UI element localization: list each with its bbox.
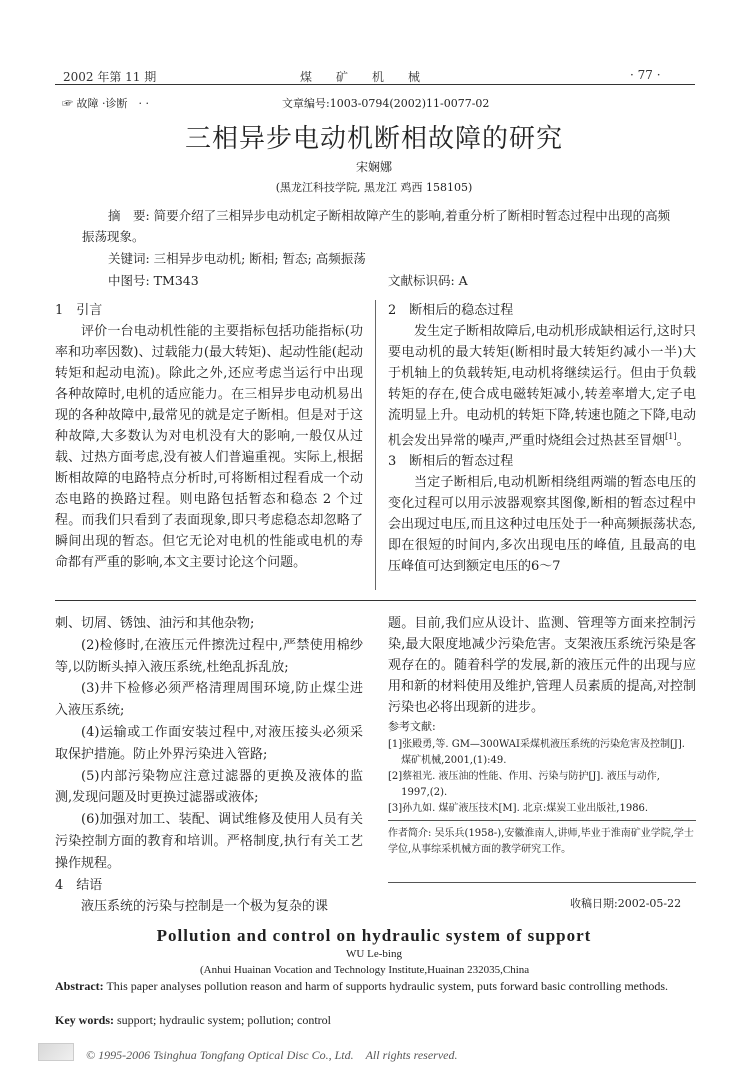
- received-date: 收稿日期:2002-05-22: [570, 897, 682, 910]
- intro-paragraph: 评价一台电动机性能的主要指标包括功能指标(功率和功率因数)、过载能力(最大转矩)、起动性能(起动转矩和起动电流)。除此之外,还应考虑当运行中出现各种故障时,电机的适应能力。在三相异步电动机易出现的各种故障中,最常见的就是定子断相。但是对于这种故障,大多数认为对电机没有大的影响,一般仅从过载、过热方面考虑,没有被人们普遍重视。实际上,根据断相故障的电路特点分析时,可将断相过程看成一个动态电路的换路过程。则电路包括暂态和稳态 2 个过程。而我们只看到了表面现象,即只考虑稳态却忽略了瞬间出现的暂态。但它无论对电机的性能或电机的寿命都有严重的影响,本文主要讨论这个问题。: [55, 324, 363, 570]
- list-item-3: (3)井下检修必须严格清理周围环境,防止煤尘进入液压系统;: [55, 681, 363, 719]
- conclusion-paragraph: 液压系统的污染与控制是一个极为复杂的课: [81, 899, 329, 915]
- steady-end: 。: [676, 433, 690, 449]
- references-label: 参考文献:: [388, 720, 436, 733]
- steady-paragraph: [388, 321, 696, 451]
- steady-text: 发生定子断相故障后,电动机形成缺相运行,这时只要电动机的最大转矩(断相时最大转矩约减小一半)大于机轴上的负载转矩,电动机将继续运行。但由于负载转矩的存在,使合成电磁转矩减小,转差率增大,定子电流明显上升。电动机的转矩下降,转速也随之下降,电动机会发出异常的噪声,严重时烧组会过热甚至冒烟: [388, 324, 696, 449]
- reference-item: [1]张殿勇,等. GM—300WAI采煤机液压系统的污染危害及控制[J].: [388, 739, 685, 750]
- english-author: WU Le-bing: [346, 948, 402, 960]
- english-keywords: [55, 1013, 331, 1028]
- publisher-logo: [38, 1043, 74, 1061]
- right-column-bottom: [388, 613, 696, 736]
- list-item-2: (2)检修时,在液压元件擦洗过程中,严禁使用棉纱等,以防断头掉入液压系统,杜绝乱拆乱放;: [55, 637, 363, 675]
- article-separator: [55, 600, 696, 601]
- section-heading-steady: 2 断相后的稳态过程: [388, 303, 514, 318]
- classification-number: 中图号: TM343: [108, 273, 199, 288]
- conclusion-continued: 题。目前,我们应从设计、监测、管理等方面来控制污染,最大限度地减少污染危害。支架液压系统污染是客观存在的。随着科学的发展,新的液压元件的出现与应用和新的材料使用及维护,管理人员素质的提高,对控制污染也必将出现新的进步。: [388, 616, 696, 715]
- author-note: 作者简介: 吴乐兵(1958-),安徽淮南人,讲师,毕业于淮南矿业学院,学士学位,从事综采机械方面的教学研究工作。: [388, 828, 694, 855]
- english-title: Pollution and control on hydraulic system of support: [156, 926, 592, 945]
- paper-keywords: 关键词: 三相异步电动机; 断相; 暂态; 高频振荡: [108, 251, 366, 266]
- english-abstract-text: This paper analyses pollution reason and harm of supports hydraulic system, puts forward basic controlling methods.: [106, 979, 669, 993]
- list-item-1: 刺、切屑、锈蚀、油污和其他杂物;: [55, 616, 255, 631]
- author-note-rule-top: [388, 820, 696, 821]
- reference-item: [2]蔡祖光. 液压油的性能、作用、污染与防护[J]. 液压与动作,: [388, 771, 660, 782]
- section-heading-intro: 1 引言: [55, 303, 103, 318]
- english-affiliation: (Anhui Huainan Vocation and Technology Institute,Huainan 232035,China: [200, 964, 530, 976]
- column-divider-top: [375, 300, 376, 590]
- section-heading-conclusion: 4 结语: [55, 877, 103, 893]
- copyright-notice: © 1995-2006 Tsinghua Tongfang Optical Disc Co., Ltd. All rights reserved.: [86, 1048, 458, 1062]
- article-number: 文章编号:1003-0794(2002)11-0077-02: [282, 97, 490, 110]
- section-heading-transient: 3 断相后的暂态过程: [388, 454, 514, 470]
- english-abstract-label: Abstract:: [55, 979, 104, 993]
- journal-name: 煤 矿 机 械: [300, 70, 421, 84]
- paper-title: 三相异步电动机断相故障的研究: [184, 124, 563, 154]
- reference-item: [3]孙九如. 煤矿液压技术[M]. 北京:煤炭工业出版社,1986.: [388, 803, 649, 814]
- list-item-4: (4)运输或工作面安装过程中,对液压接头必须采取保护措施。防止外界污染进入管路;: [55, 724, 363, 762]
- journal-issue: 2002 年第 11 期: [63, 70, 157, 84]
- paper-author: 宋娴娜: [355, 160, 392, 174]
- page-number: · 77 ·: [630, 68, 661, 82]
- left-column-top: [55, 300, 363, 573]
- english-keywords-label: Key words:: [55, 1013, 114, 1027]
- paper-affiliation: (黑龙江科技学院, 黑龙江 鸡西 158105): [275, 181, 473, 194]
- english-keywords-text: support; hydraulic system; pollution; control: [117, 1013, 331, 1027]
- reference-list: [388, 737, 696, 817]
- right-column-top: [388, 300, 696, 577]
- reference-item: 1997,(2).: [388, 787, 448, 798]
- left-column-bottom: [55, 613, 363, 918]
- paper-abstract: 摘 要: 简要介绍了三相异步电动机定子断相故障产生的影响,着重分析了断相时暂态过程中出现的高频振荡现象。: [82, 208, 671, 244]
- section-label: ☞ 故障 ·诊断 · ·: [62, 97, 149, 110]
- reference-item: 煤矿机械,2001,(1):49.: [388, 755, 507, 766]
- english-abstract: [55, 978, 743, 995]
- document-code: 文献标识码: A: [388, 273, 468, 288]
- citation-1: [1]: [665, 432, 677, 441]
- transient-paragraph: 当定子断相后,电动机断相绕组两端的暂态电压的变化过程可以用示波器观察其图像,断相的暂态过程中会出现过电压,而且这种过电压处于一种高频振荡状态,即在很短的时间内,多次出现电压的峰值, 且最高的电压峰值可达到额定电压的6～7: [388, 475, 696, 575]
- list-item-5: (5)内部污染物应注意过滤器的更换及液体的监测,发现问题及时更换过滤器或液体;: [55, 768, 363, 806]
- header-rule: [55, 84, 695, 85]
- author-note-rule-bottom: [388, 882, 696, 883]
- list-item-6: (6)加强对加工、装配、调试维修及使用人员有关污染控制方面的教育和培训。严格制度,执行有关工艺操作规程。: [55, 812, 363, 871]
